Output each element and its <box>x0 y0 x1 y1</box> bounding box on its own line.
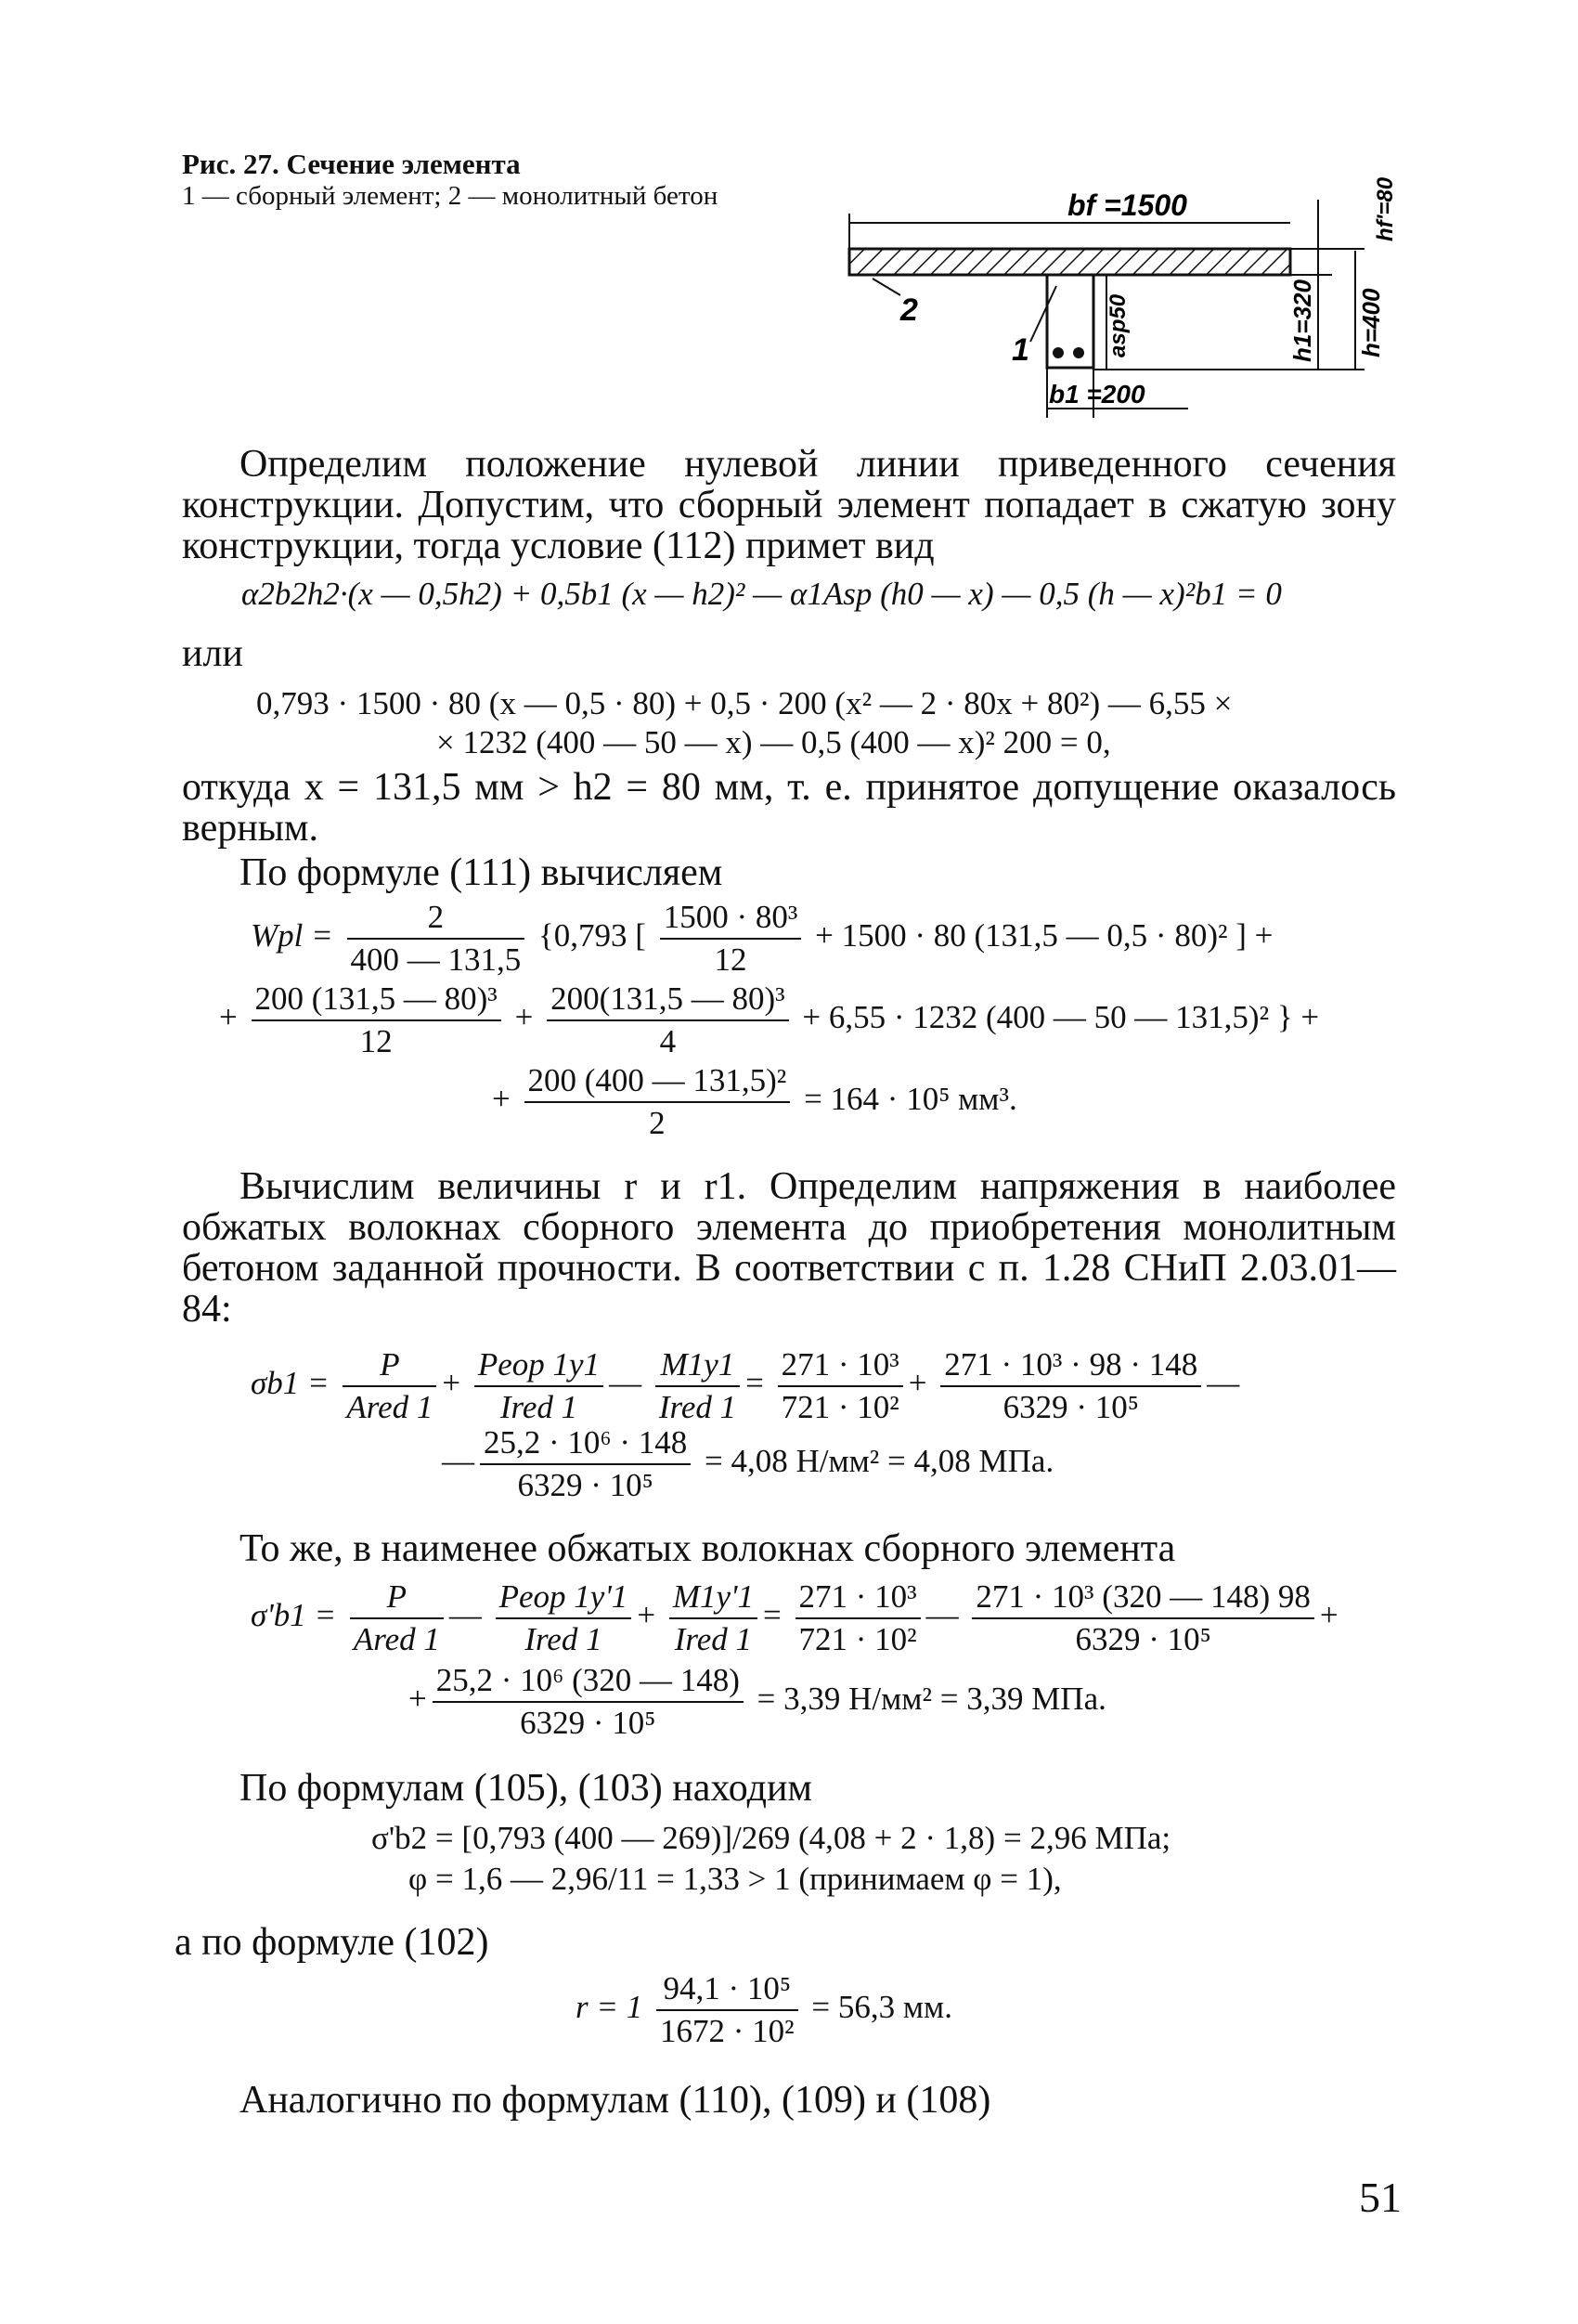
rebar-dot <box>1053 347 1064 358</box>
num: M1y1 <box>655 1346 740 1387</box>
paragraph-3: По формуле (111) вычисляем <box>239 851 723 894</box>
den: 2 <box>649 1105 666 1141</box>
wpl-a: {0,793 [ <box>538 917 646 954</box>
equation-1: α2b2h2·(x — 0,5h2) + 0,5b1 (x — h2)² — α1Asp (h0 — x) — 0,5 (h — x)²b1 = 0 <box>241 576 1282 612</box>
fraction <box>940 1346 1201 1426</box>
equation-3: σ'b2 = [0,793 (400 — 269)]/269 (4,08 + 2 · 1,8) = 2,96 МПа; <box>371 1820 1171 1856</box>
fraction <box>480 1424 691 1504</box>
equation-4: φ = 1,6 — 2,96/11 = 1,33 > 1 (принимаем φ = 1), <box>408 1861 1062 1897</box>
fraction <box>656 1970 798 2050</box>
wpl-b: + 1500 · 80 (131,5 — 0,5 · 80)² ] + <box>815 917 1274 954</box>
wpl-line-1 <box>251 899 1273 979</box>
fraction <box>474 1346 603 1426</box>
label-h: h=400 <box>1357 288 1385 357</box>
sigma2-line-2: + $\frac{\text{25,2 · 10⁶ (320 — 148)}}{\text{6329 · 10⁵}}$ = 3,39 Н/мм² = 3,39 МПа. <box>408 1662 1106 1741</box>
r-result: = 56,3 мм. <box>811 1989 952 2026</box>
num: 200 (131,5 — 80)³ <box>252 980 501 1021</box>
den: Ired 1 <box>524 1621 602 1657</box>
fraction <box>660 899 802 979</box>
num: P <box>350 1578 444 1619</box>
den: 721 · 10² <box>781 1389 899 1425</box>
figure-caption-title: Рис. 27. Сечение элемента <box>182 148 521 180</box>
den: 721 · 10² <box>798 1621 917 1657</box>
fraction <box>547 980 789 1060</box>
fraction <box>524 1062 791 1142</box>
sigma1-result: = 4,08 Н/мм² = 4,08 МПа. <box>705 1443 1054 1480</box>
den: 4 <box>659 1023 677 1059</box>
den: Ared 1 <box>346 1389 433 1425</box>
word-or: или <box>182 632 243 675</box>
num: 271 · 10³ (320 — 148) 98 <box>972 1578 1313 1619</box>
paragraph-6: По формулам (105), (103) находим <box>239 1767 812 1810</box>
label-asp: asp50 <box>1106 293 1131 357</box>
den: Ired 1 <box>674 1621 753 1657</box>
wpl-c: + 6,55 · 1232 (400 — 50 — 131,5)² } + <box>802 999 1320 1036</box>
paragraph-2: откуда x = 131,5 мм > h2 = 80 мм, т. е. принятое допущение оказалось верным. <box>182 766 1396 850</box>
wpl-line-3: + $\frac{\text{200 (400 — 131,5)²}}{2}$ = 164 · 10⁵ мм³. <box>492 1062 1017 1141</box>
figure-caption <box>182 149 822 212</box>
den: 1672 · 10² <box>660 2013 795 2049</box>
fraction <box>350 1578 444 1658</box>
den: 6329 · 10⁵ <box>1075 1621 1211 1657</box>
sigma1-line-2: — $\frac{\text{25,2 · 10⁶ · 148}}{\text{6329 · 10⁵}}$ = 4,08 Н/мм² = 4,08 МПа. <box>442 1424 1054 1503</box>
num: 25,2 · 10⁶ (320 — 148) <box>433 1662 744 1703</box>
sigma2-result: = 3,39 Н/мм² = 3,39 МПа. <box>757 1681 1106 1718</box>
num: 94,1 · 10⁵ <box>656 1970 798 2011</box>
fraction <box>655 1346 740 1426</box>
wpl-line-2: + $\frac{\text{200 (131,5 — 80)³}}{12}$ + $\frac{\text{200(131,5 — 80)³}}{4}$ + 6,55 · 1232 (400 — 50 — 131,5)² } + <box>219 980 1320 1059</box>
den: 400 — 131,5 <box>350 941 522 978</box>
flange-hatch <box>849 249 1290 275</box>
fraction <box>778 1346 903 1426</box>
num: Peop 1y'1 <box>496 1578 632 1619</box>
r-formula <box>576 1970 952 2050</box>
paragraph-4: Вычислим величины r и r1. Определим напряжения в наиболее обжатых волокнах сборного элемента до приобретения монолитным бетоном заданной прочности. В соответствии с п. 1.28 СНиП 2.03.01—84: <box>182 1165 1396 1331</box>
label-hf: hf'=80 <box>1373 176 1398 241</box>
den: 6329 · 10⁵ <box>1002 1389 1139 1425</box>
r-lhs: r = 1 <box>576 1989 643 2026</box>
num: 271 · 10³ · 98 · 148 <box>940 1346 1201 1387</box>
paragraph-8: Аналогично по формулам (110), (109) и (108) <box>239 2079 991 2122</box>
label-n2: 2 <box>900 292 918 328</box>
label-n1: 1 <box>1012 332 1029 368</box>
num: P <box>343 1346 436 1387</box>
den: 6329 · 10⁵ <box>517 1467 653 1503</box>
sigma1-line-1: σb1 = $\frac{P}{\text{Ared 1}}$ + $\frac{\text{Peop 1y1}}{\text{Ired 1}}$ — $\frac{M1y1}{\text{Ired 1}}$ = $\frac{\text{271 · 10³}}{\text{721 · 10²}}$ + $\frac{\text{271 · 10³ · 98 · 148}}{\text{6329 · 10⁵}}$ — <box>251 1346 1240 1425</box>
sigma2-lhs: σ'b1 = <box>251 1597 337 1634</box>
den: 6329 · 10⁵ <box>520 1705 656 1741</box>
den: 12 <box>359 1023 393 1059</box>
label-h1: h1=320 <box>1288 279 1316 362</box>
fraction <box>252 980 501 1060</box>
label-bf: bf =1500 <box>1067 188 1187 222</box>
fraction <box>972 1578 1313 1658</box>
equation-2a: 0,793 · 1500 · 80 (x — 0,5 · 80) + 0,5 · 200 (x² — 2 · 80x + 80²) — 6,55 × <box>256 685 1233 721</box>
den: Ired 1 <box>499 1389 578 1425</box>
num: 25,2 · 10⁶ · 148 <box>480 1424 691 1465</box>
wpl-result: = 164 · 10⁵ мм³. <box>804 1081 1017 1118</box>
wpl-lhs: Wpl = <box>251 917 333 954</box>
num: 200(131,5 — 80)³ <box>547 980 789 1021</box>
fraction <box>795 1578 921 1658</box>
rebar-dot <box>1073 347 1084 358</box>
num: 271 · 10³ <box>795 1578 921 1619</box>
num: 1500 · 80³ <box>660 899 802 940</box>
num: Peop 1y1 <box>474 1346 603 1387</box>
den: Ired 1 <box>658 1389 737 1425</box>
figure-caption-text: 1 — сборный элемент; 2 — монолитный бетон <box>182 181 718 211</box>
num: 200 (400 — 131,5)² <box>524 1062 791 1103</box>
equation-2b: × 1232 (400 — 50 — x) — 0,5 (400 — x)² 200 = 0, <box>436 724 1111 760</box>
den: Ared 1 <box>353 1621 440 1657</box>
num: 271 · 10³ <box>778 1346 903 1387</box>
paragraph-5: То же, в наименее обжатых волокнах сборного элемента <box>239 1527 1176 1570</box>
paragraph-7: а по формуле (102) <box>175 1921 489 1964</box>
num: 2 <box>347 899 525 940</box>
den: 12 <box>714 941 747 978</box>
fraction <box>343 1346 436 1426</box>
num: M1y'1 <box>669 1578 757 1619</box>
fraction <box>347 899 525 979</box>
fraction <box>433 1662 744 1742</box>
sigma2-line-1: σ'b1 = $\frac{P}{\text{Ared 1}}$ — $\frac{\text{Peop 1y'1}}{\text{Ired 1}}$ + $\frac{M1y'1}{\text{Ired 1}}$ = $\frac{\text{271 · 10³}}{\text{721 · 10²}}$ — $\frac{\text{271 · 10³ (320 — 148) 98}}{\text{6329 · 10⁵}}$ + <box>251 1578 1339 1657</box>
label-b1: b1 =200 <box>1049 380 1145 409</box>
sigma1-lhs: σb1 = <box>251 1365 330 1402</box>
paragraph-1: Определим положение нулевой линии приведенного сечения конструкции. Допустим, что сборный элемент попадает в сжатую зону конструкции, тогда условие (112) примет вид <box>182 443 1396 567</box>
fraction <box>496 1578 632 1658</box>
section-figure <box>835 130 1402 427</box>
page-number: 51 <box>1359 2174 1402 2221</box>
fraction <box>669 1578 757 1658</box>
